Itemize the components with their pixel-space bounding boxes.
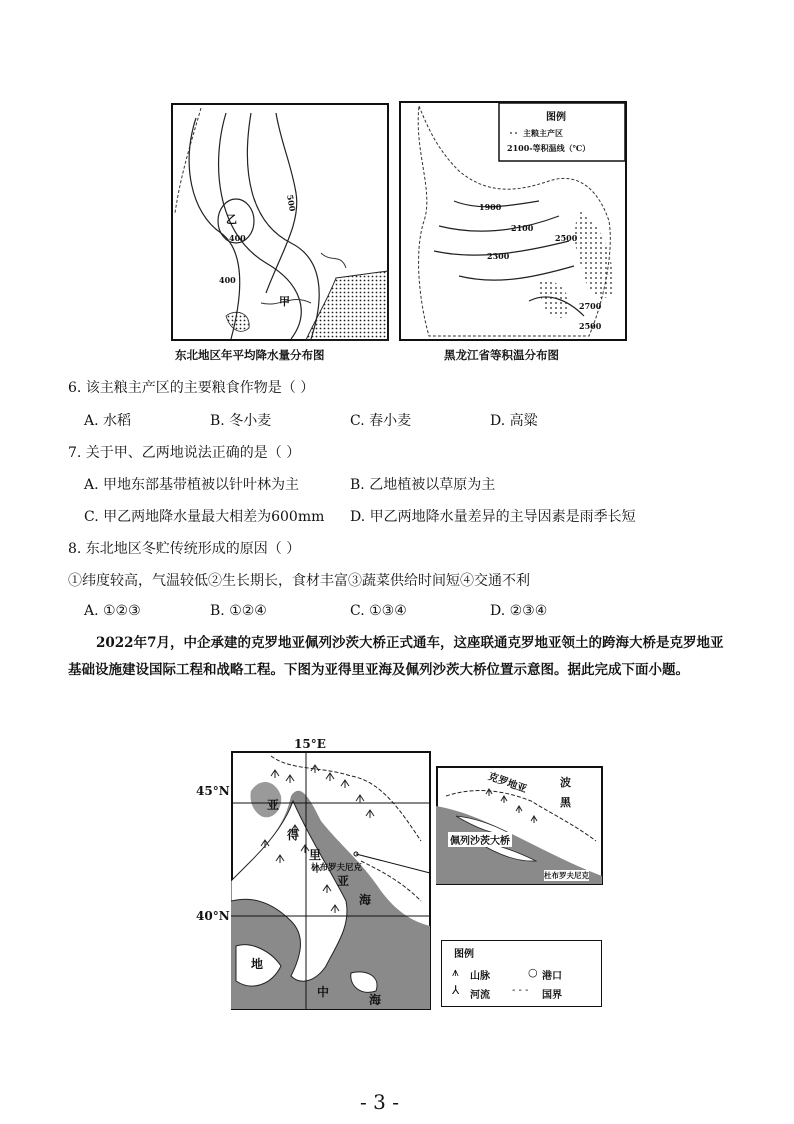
- inset-bh1: 波: [560, 776, 571, 789]
- question-7-stem: 7. 关于甲、乙两地说法正确的是（ ）: [68, 445, 301, 461]
- river-icon: ⅄: [452, 983, 460, 997]
- sea-char-zhong: 中: [317, 985, 330, 999]
- sea-char-di: 地: [251, 957, 264, 971]
- inset-bridge-label: 佩列沙茨大桥: [448, 832, 512, 847]
- q6-option-d: D. 高粱: [490, 413, 538, 429]
- label-400: 400: [229, 233, 246, 243]
- legend-isotherm: 2100-等积温线（℃）: [507, 143, 591, 153]
- q6-option-b: B. 冬小麦: [210, 413, 272, 429]
- sea-char-li: 里: [309, 848, 322, 862]
- port-icon: ○: [528, 966, 538, 979]
- sea-char-ya2: 亚: [337, 874, 350, 888]
- label-jia: 甲: [279, 295, 290, 308]
- q7-option-a: A. 甲地东部基带植被以针叶林为主: [84, 477, 300, 493]
- longitude-label: 15°E: [294, 737, 326, 751]
- legend-river: 河流: [470, 990, 490, 1001]
- legend-grain-area: 主粮主产区: [523, 128, 563, 138]
- label-1900: 1900: [479, 202, 502, 212]
- legend-border: 国界: [542, 990, 562, 1001]
- top-left-map: [171, 103, 389, 341]
- label-2500b: 2500: [579, 321, 602, 331]
- top-right-map: [399, 101, 627, 341]
- label-yi: 乙: [226, 213, 237, 226]
- question-8-statements: ①纬度较高，气温较低②生长期长，食材丰富③蔬菜供给时间短④交通不利: [68, 573, 530, 589]
- sea-char-de: 得: [287, 828, 300, 842]
- question-8-stem: 8. 东北地区冬贮传统形成的原因（ ）: [68, 541, 301, 557]
- q8-option-b: B. ①②④: [210, 603, 267, 619]
- inset-country-label: 克罗地亚: [486, 771, 528, 796]
- q7-option-b: B. 乙地植被以草原为主: [350, 477, 496, 493]
- sea-char-ya: 亚: [267, 798, 280, 812]
- page-number: - 3 -: [360, 1090, 399, 1114]
- q8-option-d: D. ②③④: [490, 603, 548, 619]
- sea-char-hai: 海: [359, 893, 372, 907]
- label-400b: 400: [219, 275, 236, 285]
- legend-title: 图例: [454, 949, 474, 960]
- map-caption-precipitation: 东北地区年平均降水量分布图: [175, 348, 325, 362]
- q6-option-a: A. 水稻: [84, 413, 132, 429]
- label-2700: 2700: [579, 301, 602, 311]
- latitude-40-label: 40°N: [196, 909, 230, 923]
- legend-mountain: 山脉: [470, 971, 490, 982]
- bottom-map-legend: [441, 940, 602, 1007]
- q6-option-c: C. 春小麦: [350, 413, 412, 429]
- label-500: 500: [284, 193, 298, 213]
- q7-option-c: C. 甲乙两地降水量最大相差为600mm: [84, 509, 325, 525]
- map-caption-temperature: 黑龙江省等积温分布图: [444, 348, 559, 362]
- inset-bh2: 黑: [560, 796, 571, 809]
- sea-char-hai2: 海: [369, 993, 382, 1007]
- legend-title: 图例: [546, 112, 566, 123]
- latitude-45-label: 45°N: [196, 784, 230, 798]
- city-label: 杜布罗夫尼克: [311, 863, 363, 873]
- adriatic-map: [231, 751, 431, 1010]
- inset-city-label: 杜布罗夫尼克: [544, 871, 589, 880]
- label-2500: 2500: [555, 233, 578, 243]
- mountain-icon: ⩚: [452, 965, 459, 979]
- q8-option-a: A. ①②③: [84, 603, 141, 619]
- label-2100: 2100: [511, 223, 534, 233]
- label-2300: 2300: [487, 251, 510, 261]
- q7-option-d: D. 甲乙两地降水量差异的主导因素是雨季长短: [350, 509, 636, 525]
- border-icon: - - -: [512, 985, 529, 996]
- passage-text: 2022年7月，中企承建的克罗地亚佩列沙茨大桥正式通车，这座联通克罗地亚领土的跨海大桥是克罗地亚基础设施建设国际工程和战略工程。下图为亚得里亚海及佩列沙茨大桥位置示意图。据此完成下面小题。: [68, 635, 724, 678]
- question-6-stem: 6. 该主粮主产区的主要粮食作物是（ ）: [68, 380, 315, 396]
- inset-map: [436, 766, 603, 885]
- legend-port: 港口: [542, 971, 562, 982]
- q8-option-c: C. ①③④: [350, 603, 407, 619]
